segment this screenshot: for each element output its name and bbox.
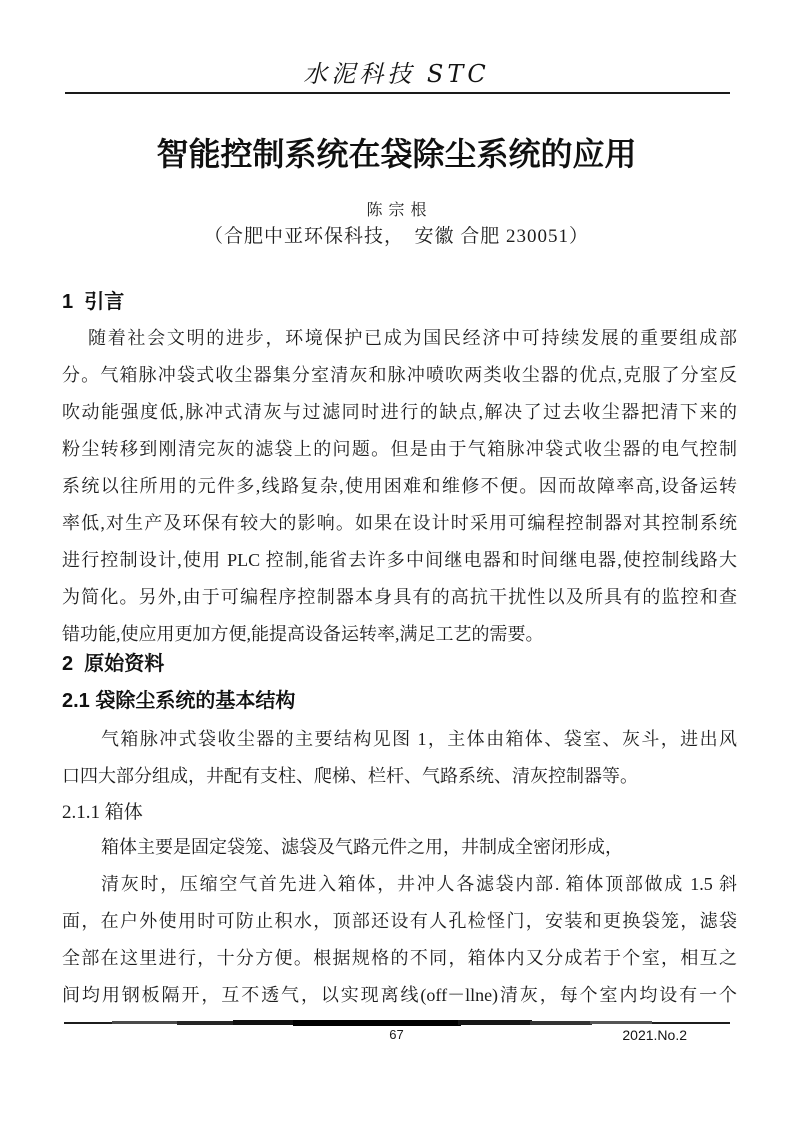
text-line: 面，在户外使用时可防止积水，顶部还设有人孔检怪门，安装和更换袋笼，滤袋	[62, 911, 737, 931]
article-title: 智能控制系统在袋除尘系统的应用	[156, 136, 637, 172]
author-affiliation: （合肥中亚环保科技， 安徽 合肥 230051）	[203, 226, 589, 247]
box-body-paragraph-2	[62, 866, 737, 1014]
text-line: 箱体主要是固定袋笼、滤袋及气路元件之用，井制成全密闭形成，	[101, 837, 623, 857]
footer-rule-segment	[530, 1021, 592, 1025]
footer-rule-segment	[112, 1021, 180, 1024]
text-line: 错功能,使应用更加方便,能提高设备运转率,满足工艺的需要。	[62, 624, 544, 644]
section-1-heading: 1 引言	[62, 291, 125, 313]
header-rule	[65, 92, 730, 94]
section-2-1-1-heading: 2.1.1 箱体	[62, 802, 143, 823]
footer-rule-segment	[458, 1020, 532, 1025]
text-line: 进行控制设计,使用 PLC 控制,能省去许多中间继电器和时间继电器,使控制线路大	[62, 550, 737, 570]
text-line: 吹动能强度低,脉冲式清灰与过滤同时进行的缺点,解决了过去收尘器把清下来的	[62, 402, 737, 422]
text-line: 间均用钢板隔开，互不透气，以实现离线(off－llne)清灰，每个室内均设有一个	[62, 985, 737, 1005]
text-line: 全部在这里进行，十分方便。根据规格的不同，箱体内又分成若于个室，相互之	[62, 948, 737, 968]
text-line: 粉尘转移到刚清完灰的滤袋上的问题。但是由于气箱脉冲袋式收尘器的电气控制	[62, 439, 737, 459]
text-line: 气箱脉冲式袋收尘器的主要结构见图 1，主体由箱体、袋室、灰斗，进出风	[101, 729, 737, 749]
text-line: 为简化。另外,由于可编程序控制器本身具有的高抗干扰性以及所具有的监控和查	[62, 587, 737, 607]
author-name: 陈宗根	[366, 202, 433, 219]
text-line: 清灰时，压缩空气首先进入箱体，井冲人各滤袋内部. 箱体顶部做成 1.5 斜	[101, 874, 737, 894]
text-line: 系统以往所用的元件多,线路复杂,使用困难和维修不便。因而故障率高,设备运转	[62, 476, 737, 496]
intro-paragraph	[62, 320, 737, 653]
box-body-paragraph-1	[62, 829, 737, 866]
structure-paragraph	[62, 721, 737, 795]
text-line: 率低,对生产及环保有较大的影响。如果在设计时采用可编程控制器对其控制系统	[62, 513, 737, 533]
text-line: 随着社会文明的进步，环境保护已成为国民经济中可持续发展的重要组成部	[88, 328, 737, 348]
section-2-1-heading: 2.1 袋除尘系统的基本结构	[62, 690, 296, 712]
footer-rule-segment	[590, 1021, 652, 1024]
footer-rule-segment	[233, 1020, 295, 1025]
text-line: 口四大部分组成，井配有支柱、爬梯、栏杆、气路系统、清灰控制器等。	[62, 766, 638, 786]
page-number: 67	[389, 1027, 404, 1042]
footer-rule-segment	[293, 1020, 461, 1026]
section-2-heading: 2 原始资料	[62, 653, 165, 675]
journal-title: 水泥科技 STC	[303, 60, 490, 88]
issue-number: 2021.No.2	[622, 1027, 687, 1043]
footer-rule-segment	[177, 1021, 235, 1025]
text-line: 分。气箱脉冲袋式收尘器集分室清灰和脉冲喷吹两类收尘器的优点,克服了分室反	[62, 365, 737, 385]
